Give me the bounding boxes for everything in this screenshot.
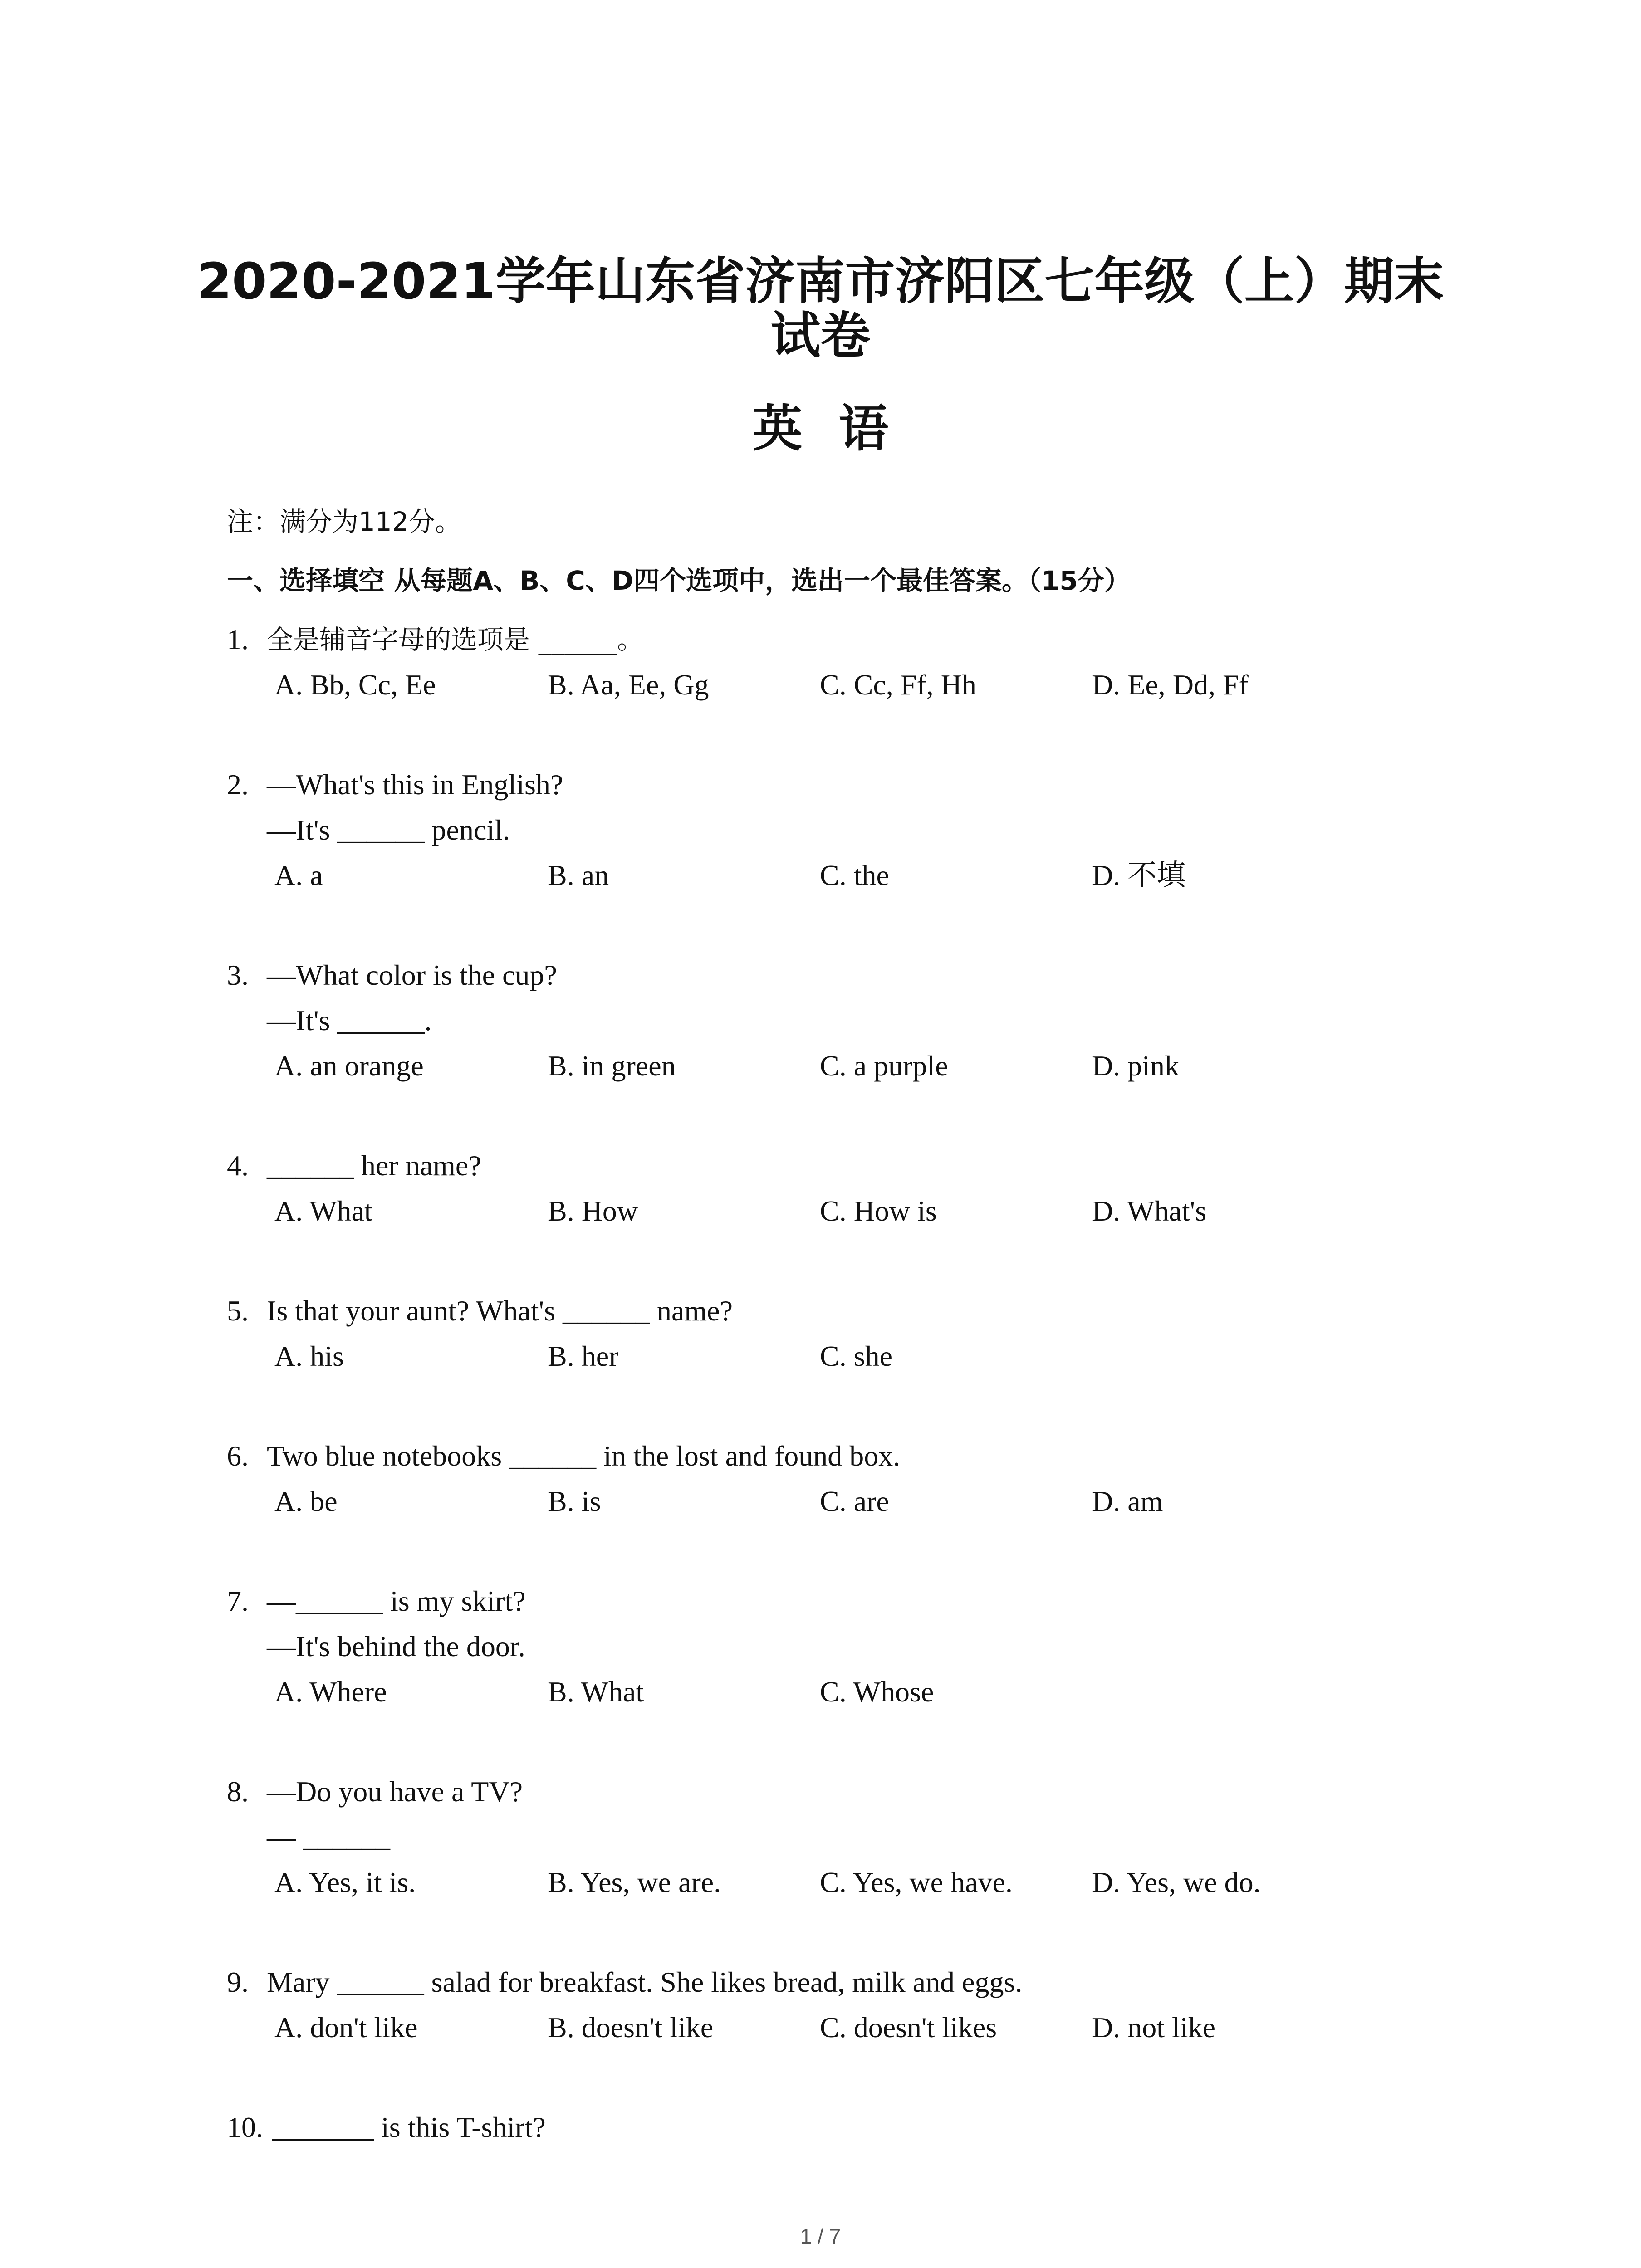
question-number: 9. <box>227 1966 249 1998</box>
page-title: 2020-2021学年山东省济南市济阳区七年级（上）期末 <box>197 252 1444 310</box>
question-stem <box>0 1288 1641 1334</box>
question-number: 5. <box>227 1295 249 1327</box>
question-stem <box>0 1433 1641 1479</box>
option-c: C. the <box>820 859 889 891</box>
question-text: Two blue notebooks ______ in the lost and found box. <box>267 1440 901 1472</box>
option-c: C. she <box>820 1340 892 1372</box>
option-row <box>0 1479 1641 1524</box>
question-number: 10. <box>227 2111 263 2143</box>
question-stem <box>0 1960 1641 2005</box>
option-b: B. Yes, we are. <box>548 1866 721 1898</box>
option-b: B. Aa, Ee, Gg <box>548 669 709 701</box>
question-stem <box>0 762 1641 807</box>
option-c: C. doesn't likes <box>820 2011 997 2043</box>
question-1 <box>0 617 1641 708</box>
question-number: 3. <box>227 959 249 991</box>
option-d: D. not like <box>1092 2011 1215 2043</box>
question-stem <box>0 1143 1641 1188</box>
question-number: 8. <box>227 1775 249 1808</box>
question-8 <box>0 1769 1641 1905</box>
question-text: Is that your aunt? What's ______ name? <box>267 1295 733 1327</box>
option-c: C. Whose <box>820 1676 934 1708</box>
option-d: D. am <box>1092 1485 1163 1517</box>
option-b: B. What <box>548 1676 644 1708</box>
question-number: 7. <box>227 1585 249 1617</box>
question-2 <box>0 762 1641 898</box>
option-a: A. Bb, Cc, Ee <box>274 669 436 701</box>
question-stem <box>0 953 1641 998</box>
option-c: C. Yes, we have. <box>820 1866 1013 1898</box>
option-d: D. pink <box>1092 1050 1179 1082</box>
option-row <box>0 1669 1641 1715</box>
option-b: B. in green <box>548 1050 676 1082</box>
option-a: A. an orange <box>274 1050 424 1082</box>
option-c: C. are <box>820 1485 889 1517</box>
option-c: C. Cc, Ff, Hh <box>820 669 976 701</box>
option-a: A. be <box>274 1485 338 1517</box>
option-row <box>0 853 1641 898</box>
question-text: —______ is my skirt? <box>267 1585 526 1617</box>
question-stem <box>0 1769 1641 1814</box>
question-5 <box>0 1288 1641 1379</box>
question-line <box>0 1814 1641 1860</box>
option-b: B. is <box>548 1485 601 1517</box>
option-a: A. his <box>274 1340 344 1372</box>
option-row <box>0 1334 1641 1379</box>
option-c: C. How is <box>820 1195 937 1227</box>
option-b: B. her <box>548 1340 619 1372</box>
question-stem <box>0 1579 1641 1624</box>
subject-heading: 英语 <box>752 400 925 458</box>
question-text: _______ is this T-shirt? <box>272 2111 546 2143</box>
question-6 <box>0 1433 1641 1524</box>
option-d: D. Yes, we do. <box>1092 1866 1261 1898</box>
option-a: A. What <box>274 1195 372 1227</box>
question-stem <box>0 2105 1641 2150</box>
option-c: C. a purple <box>820 1050 948 1082</box>
question-7 <box>0 1579 1641 1715</box>
option-d: D. 不填 <box>1092 859 1186 891</box>
option-row <box>0 1860 1641 1905</box>
question-text: — ______ <box>267 1821 390 1853</box>
option-row <box>0 662 1641 708</box>
question-text: —Do you have a TV? <box>267 1775 523 1808</box>
question-10 <box>0 2105 1641 2150</box>
option-b: B. an <box>548 859 609 891</box>
option-b: B. doesn't like <box>548 2011 714 2043</box>
option-a: A. Where <box>274 1676 387 1708</box>
option-row <box>0 2005 1641 2050</box>
section-heading: 一、选择填空 从每题A、B、C、D四个选项中，选出一个最佳答案。（15分） <box>227 565 1131 596</box>
question-text: Mary ______ salad for breakfast. She likes bread, milk and eggs. <box>267 1966 1023 1998</box>
question-text: ______ her name? <box>267 1149 481 1182</box>
option-d: D. What's <box>1092 1195 1207 1227</box>
option-a: A. a <box>274 859 323 891</box>
question-stem <box>0 617 1641 662</box>
question-text: —What's this in English? <box>267 768 563 801</box>
question-line <box>0 1624 1641 1669</box>
option-d: D. Ee, Dd, Ff <box>1092 669 1249 701</box>
option-a: A. Yes, it is. <box>274 1866 416 1898</box>
option-b: B. How <box>548 1195 638 1227</box>
option-a: A. don't like <box>274 2011 418 2043</box>
question-text: —It's ______. <box>267 1004 432 1036</box>
question-text: —What color is the cup? <box>267 959 557 991</box>
option-row <box>0 1043 1641 1089</box>
question-number: 2. <box>227 768 249 801</box>
question-line <box>0 807 1641 853</box>
question-text: 全是辅音字母的选项是 ______。 <box>267 624 644 655</box>
question-text: —It's ______ pencil. <box>267 814 510 846</box>
score-note: 注：满分为112分。 <box>227 506 461 537</box>
question-number: 4. <box>227 1149 249 1182</box>
question-9 <box>0 1960 1641 2050</box>
option-row <box>0 1188 1641 1234</box>
question-number: 6. <box>227 1440 249 1472</box>
page-number: 1 / 7 <box>800 2224 841 2248</box>
page-title-continued: 试卷 <box>770 307 871 365</box>
question-3 <box>0 953 1641 1089</box>
question-4 <box>0 1143 1641 1234</box>
question-text: —It's behind the door. <box>267 1630 525 1662</box>
question-number: 1. <box>227 623 249 655</box>
question-line <box>0 998 1641 1043</box>
